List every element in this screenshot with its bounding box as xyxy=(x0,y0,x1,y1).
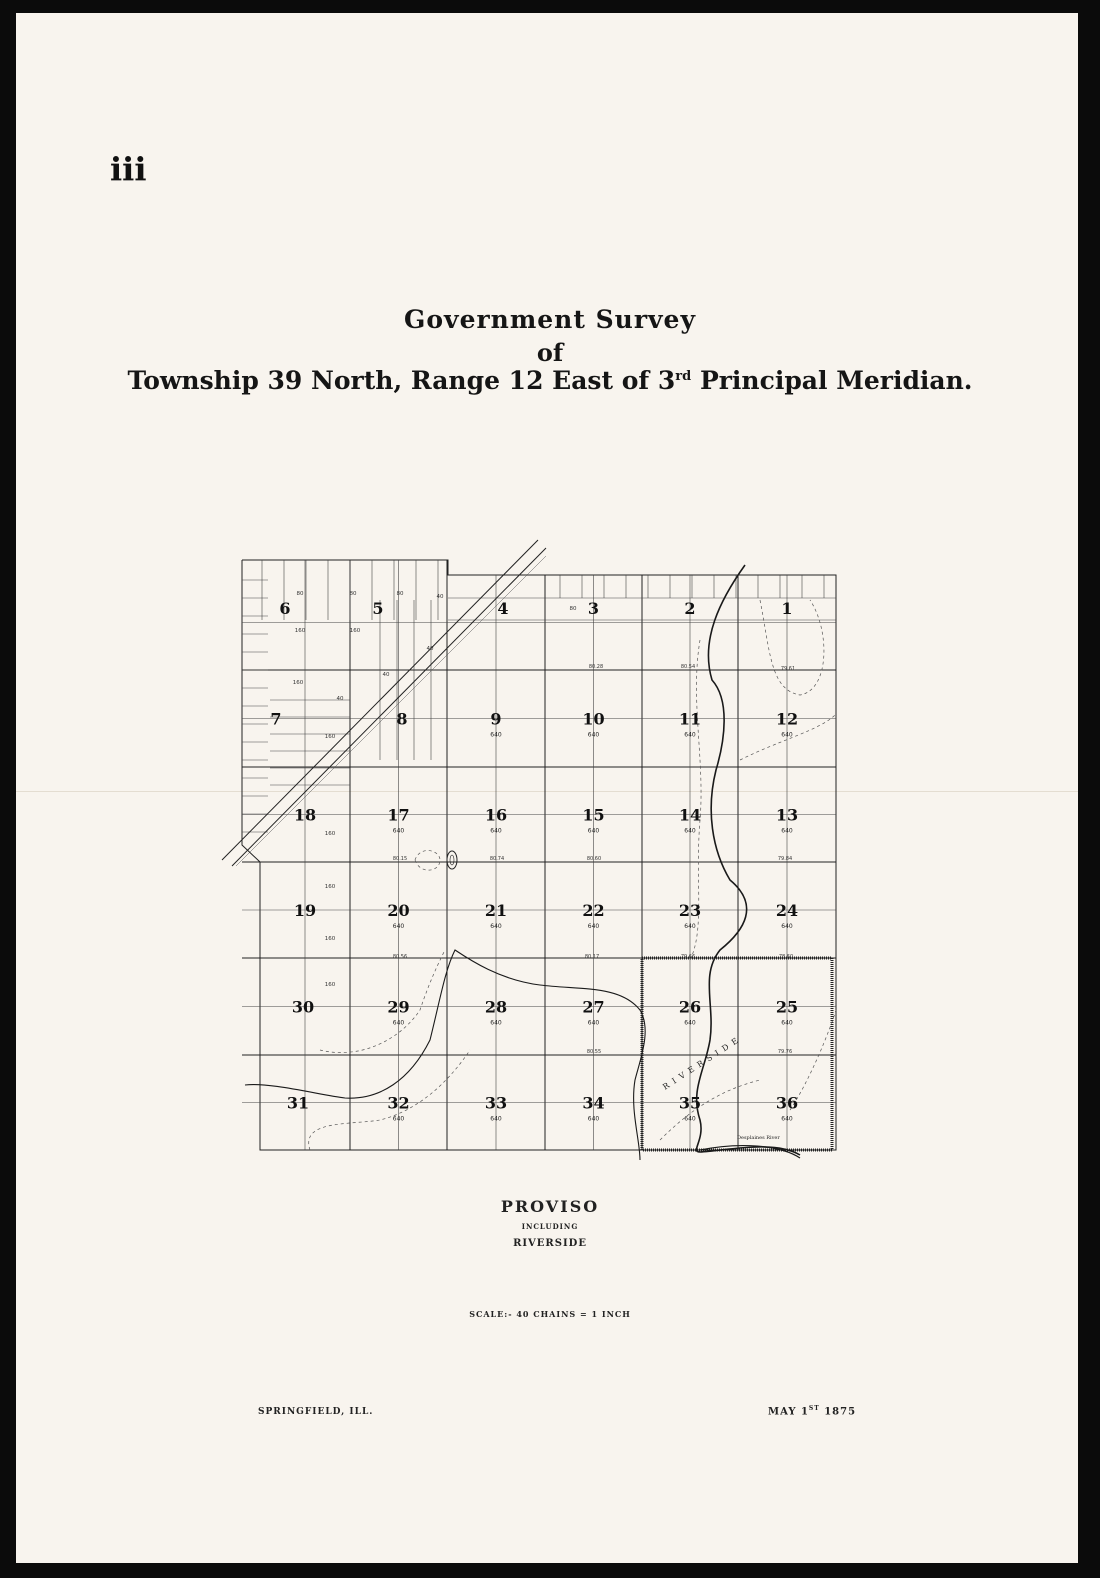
lot-acreage: 80 xyxy=(569,606,577,612)
section-number: 31 xyxy=(286,1093,310,1113)
date-year: 1875 xyxy=(824,1406,857,1418)
section-number: 30 xyxy=(291,997,315,1017)
contour-line xyxy=(660,1080,760,1140)
lot-acreage: 80 xyxy=(396,591,404,597)
page-number: iii xyxy=(110,150,147,188)
section-number: 8 xyxy=(396,709,408,729)
area-label: 80.54 xyxy=(680,664,696,670)
lot-acreage: 40 xyxy=(436,594,444,600)
section-acreage: 640 xyxy=(684,923,696,930)
section-number: 23 xyxy=(678,901,702,920)
section-acreage: 640 xyxy=(392,1019,405,1027)
lot-acreage: 40 xyxy=(336,696,344,702)
lot-acreage: 160 xyxy=(324,884,336,890)
area-label: 79.76 xyxy=(777,1049,793,1055)
section-number: 1 xyxy=(781,599,793,618)
section-number: 10 xyxy=(582,709,605,729)
section-number: 29 xyxy=(387,997,410,1017)
lot-acreage: 80 xyxy=(296,591,304,597)
section-acreage: 640 xyxy=(781,1019,793,1027)
section-number: 14 xyxy=(678,805,702,825)
section-acreage: 640 xyxy=(490,1115,502,1123)
section-number: 6 xyxy=(279,599,291,618)
section-number: 20 xyxy=(387,901,410,920)
section-number: 12 xyxy=(775,709,799,729)
section-number: 26 xyxy=(678,997,702,1017)
section-acreage: 640 xyxy=(587,827,600,835)
area-label: 80.17 xyxy=(584,954,600,960)
section-number: 25 xyxy=(775,997,799,1017)
section-number: 28 xyxy=(484,997,508,1017)
marsh-outline xyxy=(415,851,440,871)
date-label xyxy=(768,1405,856,1417)
date-main: MAY 1 xyxy=(768,1406,809,1418)
area-label: 80.56 xyxy=(392,954,408,960)
contour-line xyxy=(320,950,445,1053)
section-number: 35 xyxy=(678,1093,702,1113)
area-label: 79.66 xyxy=(680,954,696,960)
including-label: INCLUDING xyxy=(521,1222,579,1231)
section-number: 15 xyxy=(582,805,605,825)
area-label: 80.60 xyxy=(586,856,602,862)
title-line-2: of xyxy=(536,338,564,367)
area-label: 80.74 xyxy=(489,856,505,862)
section-acreage: 640 xyxy=(781,731,793,739)
section-acreage: 640 xyxy=(392,1115,405,1123)
section-number: 24 xyxy=(775,901,799,920)
section-number: 34 xyxy=(582,1093,605,1113)
scale-label: SCALE:- 40 CHAINS = 1 INCH xyxy=(469,1309,631,1319)
section-acreage: 640 xyxy=(392,827,405,835)
area-label: 80.55 xyxy=(586,1049,602,1055)
section-number: 19 xyxy=(293,901,317,920)
section-number: 11 xyxy=(678,709,702,729)
lot-acreage: 160 xyxy=(292,680,304,686)
section-number: 4 xyxy=(497,599,509,618)
section-acreage: 640 xyxy=(781,1115,793,1123)
section-acreage: 640 xyxy=(684,1115,696,1123)
river-name-label: Desplaines River xyxy=(737,1135,780,1141)
area-label: 78.60 xyxy=(778,954,794,960)
section-acreage: 640 xyxy=(587,1115,600,1123)
section-number: 2 xyxy=(684,599,696,618)
pond xyxy=(450,855,454,865)
section-acreage: 640 xyxy=(781,923,793,930)
title-line-1: Government Survey xyxy=(404,305,696,334)
title-line-3-main: Township 39 North, Range 12 East of 3 xyxy=(127,366,676,395)
section-number: 17 xyxy=(387,805,410,825)
section-number: 27 xyxy=(582,997,605,1017)
section-number: 9 xyxy=(490,709,502,729)
section-acreage: 640 xyxy=(490,731,502,739)
section-acreage: 640 xyxy=(684,731,696,739)
section-acreage: 640 xyxy=(490,923,502,930)
section-acreage: 640 xyxy=(781,827,793,835)
area-label: 79.84 xyxy=(777,856,793,862)
section-number: 16 xyxy=(484,805,508,825)
area-label: 80.28 xyxy=(588,664,604,670)
title-line-3-sup: rd xyxy=(675,369,692,384)
section-number: 7 xyxy=(270,709,282,729)
section-number: 36 xyxy=(775,1093,799,1113)
lot-acreage: 160 xyxy=(349,628,361,634)
lot-acreage: 40 xyxy=(382,672,390,678)
riverside-boundary xyxy=(642,958,832,1150)
lot-acreage: 160 xyxy=(324,936,336,942)
section-number: 32 xyxy=(387,1093,410,1113)
section-acreage: 640 xyxy=(587,1019,600,1027)
area-label: 80.15 xyxy=(392,856,408,862)
section-number: 18 xyxy=(293,805,317,825)
section-acreage: 640 xyxy=(392,923,405,930)
lot-acreage: 40 xyxy=(426,646,434,652)
lot-acreage: 160 xyxy=(324,982,336,988)
section-acreage: 640 xyxy=(490,827,502,835)
lot-acreage: 160 xyxy=(324,734,336,740)
section-grid xyxy=(222,540,836,1150)
lot-acreage: 160 xyxy=(324,831,336,837)
lot-acreage: 160 xyxy=(294,628,306,634)
place-label: SPRINGFIELD, ILL. xyxy=(258,1407,374,1417)
section-number: 3 xyxy=(587,599,600,618)
section-number: 21 xyxy=(484,901,508,920)
title-line-3-end: Principal Meridian. xyxy=(699,366,973,395)
section-acreage: 640 xyxy=(490,1019,502,1027)
date-sup: ST xyxy=(808,1405,820,1412)
area-label: 79.61 xyxy=(780,666,796,672)
riverside-map-label: RIVERSIDE xyxy=(661,1033,744,1092)
section-number: 22 xyxy=(582,901,605,920)
section-acreage: 640 xyxy=(587,923,600,930)
pond xyxy=(447,851,457,869)
section-number: 33 xyxy=(484,1093,508,1113)
section-number: 5 xyxy=(372,599,384,618)
section-acreage: 640 xyxy=(684,827,696,835)
section-number: 13 xyxy=(775,805,799,825)
section-acreage: 640 xyxy=(587,731,600,739)
lot-acreage: 80 xyxy=(349,591,357,597)
township-name: PROVISO xyxy=(500,1197,600,1216)
riverside-label: RIVERSIDE xyxy=(513,1238,587,1249)
section-acreage: 640 xyxy=(684,1019,696,1027)
township-boundary xyxy=(242,560,836,1150)
